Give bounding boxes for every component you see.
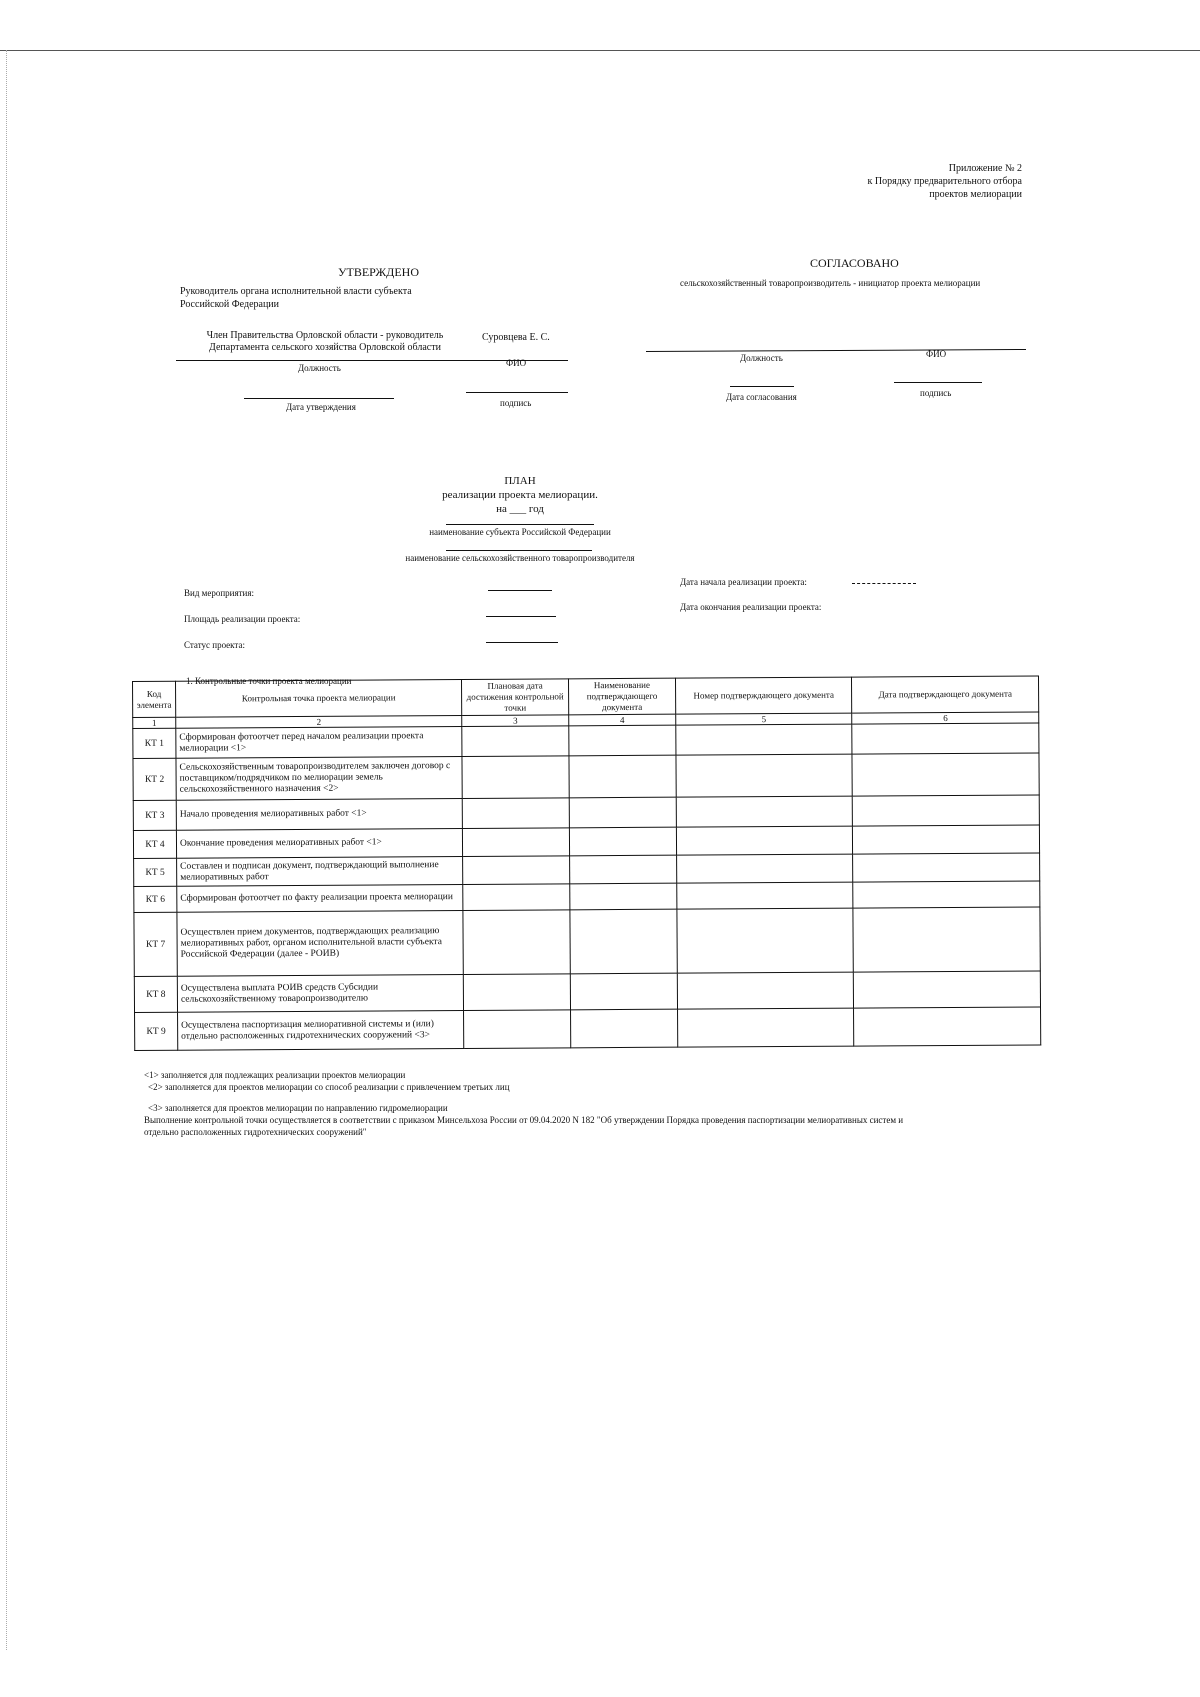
row-doc-number-cell[interactable]: [676, 826, 853, 855]
approved-fio-value: Суровцева Е. С.: [482, 332, 550, 343]
col-number: 6: [852, 712, 1039, 724]
row-doc-name-cell[interactable]: [569, 797, 676, 828]
row-doc-name-cell[interactable]: [569, 725, 676, 756]
scan-edge-left: [6, 50, 7, 1650]
row-planned-date-cell[interactable]: [464, 974, 571, 1011]
plan-subtitle: реализации проекта мелиорации.: [442, 489, 598, 501]
approved-signature-line: [466, 392, 568, 393]
col-number: 1: [133, 717, 176, 728]
row-doc-date-cell[interactable]: [854, 1007, 1041, 1046]
footnote-3: <3> заполняется для проектов мелиорации по направлению гидромелиорации: [148, 1103, 448, 1113]
table-row: [134, 907, 1040, 977]
col-number: 5: [676, 713, 853, 725]
appendix-line-2: к Порядку предварительного отбора: [867, 176, 1022, 187]
area-line: [486, 616, 556, 617]
activity-type-line: [488, 590, 552, 591]
row-code: КТ 2: [133, 758, 176, 800]
approved-position-label: Должность: [298, 363, 341, 373]
approved-fio-label: ФИО: [506, 358, 527, 368]
footnotes: [144, 1069, 903, 1138]
plan-title: ПЛАН: [504, 475, 536, 487]
row-planned-date-cell[interactable]: [463, 884, 570, 911]
table-header-row: [133, 676, 1039, 718]
row-planned-date-cell[interactable]: [462, 726, 569, 757]
appendix-header: [722, 162, 1022, 201]
row-doc-number-cell[interactable]: [677, 908, 854, 973]
row-doc-number-cell[interactable]: [676, 796, 853, 827]
header-doc-name: Наименование подтверждающего документа: [568, 678, 675, 715]
row-code: КТ 3: [133, 800, 176, 830]
scan-edge-top: [0, 50, 1200, 51]
row-code: КТ 1: [133, 728, 176, 758]
approved-signature-label: подпись: [500, 398, 532, 408]
row-doc-name-cell[interactable]: [570, 973, 677, 1010]
plan-title-block: [400, 474, 640, 516]
row-control-point: Осуществлена выплата РОИВ средств Субсидии сельскохозяйственному товаропроизводителю: [177, 974, 463, 1012]
row-planned-date-cell[interactable]: [462, 756, 569, 799]
approved-date-label: Дата утверждения: [286, 402, 356, 412]
row-control-point: Сформирован фотоотчет по факту реализации проекта мелиорации: [177, 884, 463, 912]
agreed-signature-line: [894, 382, 982, 383]
footnote-2: <2> заполняется для проектов мелиорации со способ реализации с привлечением третьих лиц: [148, 1082, 510, 1092]
row-doc-number-cell[interactable]: [676, 854, 853, 883]
row-doc-date-cell[interactable]: [853, 853, 1040, 882]
row-code: КТ 7: [134, 912, 177, 976]
subject-label: наименование субъекта Российской Федерации: [429, 527, 611, 537]
agreed-title: СОГЛАСОВАНО: [810, 256, 899, 270]
row-planned-date-cell[interactable]: [463, 856, 570, 885]
row-doc-number-cell[interactable]: [676, 754, 853, 797]
table-row: [135, 1007, 1041, 1051]
row-planned-date-cell[interactable]: [463, 828, 570, 857]
row-doc-number-cell[interactable]: [676, 724, 853, 755]
col-number: 2: [176, 715, 462, 728]
agreed-position-line: [646, 349, 1026, 352]
row-doc-number-cell[interactable]: [677, 882, 854, 909]
row-doc-name-cell[interactable]: [570, 909, 677, 974]
agreed-position-label: Должность: [740, 353, 783, 363]
row-control-point: Сельскохозяйственным товаропроизводителем заключен договор с поставщиком/подрядчиком по мелиорации земель сельскохозяйственного назначения <2>: [176, 756, 462, 800]
header-code: Код элемента: [133, 681, 176, 717]
row-control-point: Осуществлен прием документов, подтверждающих реализацию мелиоративных работ, органом исполнительной власти субъекта Российской Федерации (далее - РОИВ): [177, 910, 464, 976]
row-doc-name-cell[interactable]: [571, 1009, 678, 1048]
row-doc-name-cell[interactable]: [569, 755, 676, 798]
row-planned-date-cell[interactable]: [462, 798, 569, 829]
activity-type-label: Вид мероприятия:: [184, 588, 255, 598]
row-doc-number-cell[interactable]: [677, 972, 854, 1009]
row-planned-date-cell[interactable]: [463, 910, 570, 975]
approved-position-line-2: Департамента сельского хозяйства Орловской области: [209, 342, 441, 353]
producer-label: наименование сельскохозяйственного товаропроизводителя: [405, 553, 635, 563]
section-title: 1. Контрольные точки проекта мелиорации: [186, 676, 352, 686]
row-control-point: Сформирован фотоотчет перед началом реализации проекта мелиорации <1>: [176, 726, 462, 758]
agreed-subtitle: сельскохозяйственный товаропроизводитель - инициатор проекта мелиорации: [680, 278, 981, 288]
row-control-point: Окончание проведения мелиоративных работ <1>: [176, 828, 462, 858]
approved-subtitle-line-2: Российской Федерации: [180, 299, 280, 310]
row-code: КТ 5: [134, 858, 177, 886]
start-date-label: Дата начала реализации проекта:: [680, 577, 807, 587]
status-line: [486, 642, 558, 643]
area-label: Площадь реализации проекта:: [184, 614, 301, 624]
agreed-fio-label: ФИО: [926, 349, 947, 359]
row-code: КТ 9: [135, 1012, 178, 1050]
row-control-point: Осуществлена паспортизация мелиоративной системы и (или) отдельно расположенных гидротехнических сооружений <3>: [178, 1010, 464, 1050]
approved-position-line-1: Член Правительства Орловской области - руководитель: [206, 330, 444, 341]
row-control-point: Составлен и подписан документ, подтверждающий выполнение мелиоративных работ: [177, 856, 463, 886]
row-doc-number-cell[interactable]: [677, 1008, 854, 1047]
footnote-4-line-2: отдельно расположенных гидротехнических сооружений": [144, 1127, 367, 1137]
row-planned-date-cell[interactable]: [464, 1010, 571, 1049]
approved-subtitle: [180, 285, 412, 311]
table-row: [134, 971, 1040, 1013]
appendix-line-3: проектов мелиорации: [929, 189, 1022, 200]
row-doc-name-cell[interactable]: [569, 827, 676, 856]
approved-subtitle-line-1: Руководитель органа исполнительной власти субъекта: [180, 286, 412, 297]
row-doc-date-cell[interactable]: [852, 753, 1039, 796]
producer-line: [446, 550, 592, 551]
control-points-table: [132, 675, 1041, 1051]
row-doc-date-cell[interactable]: [853, 825, 1040, 854]
agreed-signature-label: подпись: [920, 388, 952, 398]
row-code: КТ 6: [134, 886, 177, 912]
subject-line: [446, 524, 594, 525]
table-row: [133, 753, 1039, 801]
agreed-date-label: Дата согласования: [726, 392, 797, 402]
col-number: 3: [462, 715, 569, 727]
agreed-date-line: [730, 386, 794, 387]
header-doc-date: Дата подтверждающего документа: [852, 676, 1039, 713]
approved-date-line: [244, 398, 394, 399]
row-doc-date-cell[interactable]: [853, 795, 1040, 826]
appendix-line-1: Приложение № 2: [948, 163, 1022, 174]
footnote-4-line-1: Выполнение контрольной точки осуществляется в соответствии с приказом Минсельхоза России от 09.04.2020 N 182 "Об утверждении Порядка проведения паспортизации мелиоративных систем и: [144, 1115, 904, 1125]
header-planned-date: Плановая дата достижения контрольной точки: [462, 679, 569, 716]
status-label: Статус проекта:: [184, 640, 245, 650]
row-doc-date-cell[interactable]: [852, 723, 1039, 754]
footnote-1: <1> заполняется для подлежащих реализации проектов мелиорации: [144, 1070, 406, 1080]
row-doc-date-cell[interactable]: [853, 881, 1040, 908]
row-code: КТ 8: [134, 976, 177, 1012]
header-doc-number: Номер подтверждающего документа: [675, 677, 852, 714]
header-control-point: Контрольная точка проекта мелиорации: [175, 679, 461, 717]
col-number: 4: [569, 714, 676, 726]
row-doc-date-cell[interactable]: [853, 907, 1040, 972]
plan-year: на ___ год: [496, 503, 544, 515]
row-doc-name-cell[interactable]: [570, 855, 677, 884]
row-code: КТ 4: [133, 830, 176, 858]
row-doc-name-cell[interactable]: [570, 883, 677, 910]
approved-title: УТВЕРЖДЕНО: [338, 265, 420, 279]
approved-position-value: [180, 330, 470, 354]
start-date-line: [852, 583, 916, 584]
end-date-label: Дата окончания реализации проекта:: [680, 602, 822, 612]
row-doc-date-cell[interactable]: [854, 971, 1041, 1008]
row-control-point: Начало проведения мелиоративных работ <1>: [176, 798, 462, 830]
